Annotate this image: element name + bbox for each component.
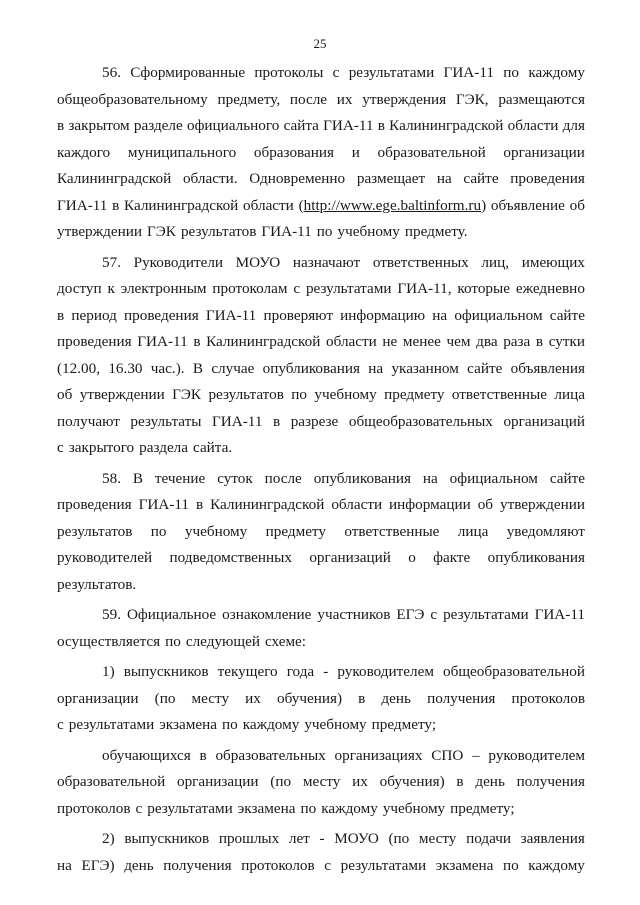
- text-line: каждого муниципального образования и образовательной организации: [57, 143, 585, 161]
- text-line: проведения ГИА-11 в Калининградской области информации об утверждении: [57, 496, 585, 513]
- text-line: (12.00, 16.30 час.). В случае опубликования на указанном сайте объявления: [57, 359, 585, 377]
- page-number: 25: [313, 36, 327, 51]
- text-line: в период проведения ГИА-11 проверяют информацию на официальном сайте: [57, 306, 585, 324]
- document-body: [57, 60, 585, 883]
- text-line: получают результаты ГИА-11 в разрезе общеобразовательных организаций: [57, 412, 585, 430]
- text-line: руководителей подведомственных организаций о факте опубликования: [57, 549, 585, 566]
- paragraph-p56: [57, 60, 585, 246]
- text-line: доступ к электронным протоколам с результатами ГИА-11, которые ежедневно: [57, 280, 585, 297]
- paragraph-item2: [57, 826, 585, 879]
- text-line: Калининградской области. Одновременно размещает на сайте проведения: [57, 170, 585, 187]
- paragraph-p58: [57, 466, 585, 599]
- text-line: результатов.: [57, 575, 137, 593]
- text-line: с закрытого раздела сайта.: [57, 439, 233, 456]
- paragraph-item1: [57, 659, 585, 739]
- paragraph-p57: [57, 250, 585, 462]
- paragraph-item1b: [57, 743, 585, 823]
- text-line: 57. Руководители МОУО назначают ответственных лиц, имеющих: [102, 253, 585, 271]
- text-line: 2) выпускников прошлых лет - МОУО (по месту подачи заявления: [102, 830, 585, 847]
- text-line: 1) выпускников текущего года - руководителем общеобразовательной: [102, 663, 585, 680]
- text-line: протоколов с результатами экзамена по каждому учебному предмету;: [57, 799, 515, 817]
- text-line: 59. Официальное ознакомление участников ЕГЭ с результатами ГИА-11: [102, 606, 585, 623]
- paragraph-p59: [57, 602, 585, 655]
- text-line: организации (по месту их обучения) в день получения протоколов: [57, 689, 585, 707]
- text-line: на ЕГЭ) день получения протоколов с результатами экзамена по каждому: [57, 856, 585, 874]
- text-line: ГИА-11 в Калининградской области (http://www.ege.baltinform.ru) объявление об: [57, 196, 585, 214]
- text-line: 56. Сформированные протоколы с результатами ГИА-11 по каждому: [102, 64, 585, 81]
- text-line: результатов по учебному предмету ответственные лица уведомляют: [57, 522, 585, 540]
- text-line: осуществляется по следующей схеме:: [57, 632, 307, 650]
- text-line: об утверждении ГЭК результатов по учебному предмету ответственные лица: [57, 386, 585, 403]
- text-line: с результатами экзамена по каждому учебному предмету;: [57, 716, 437, 733]
- text-line: утверждении ГЭК результатов ГИА-11 по учебному предмету.: [57, 223, 468, 240]
- text-line: в закрытом разделе официального сайта ГИА-11 в Калининградской области для: [57, 117, 585, 134]
- text-line: 58. В течение суток после опубликования на официальном сайте: [102, 469, 585, 487]
- text-line: проведения ГИА-11 в Калининградской области не менее чем два раза в сутки: [57, 333, 585, 350]
- text-line: общеобразовательному предмету, после их утверждения ГЭК, размещаются: [57, 90, 585, 108]
- text-line: обучающихся в образовательных организациях СПО – руководителем: [102, 746, 585, 764]
- text-line: образовательной организации (по месту их обучения) в день получения: [57, 773, 585, 790]
